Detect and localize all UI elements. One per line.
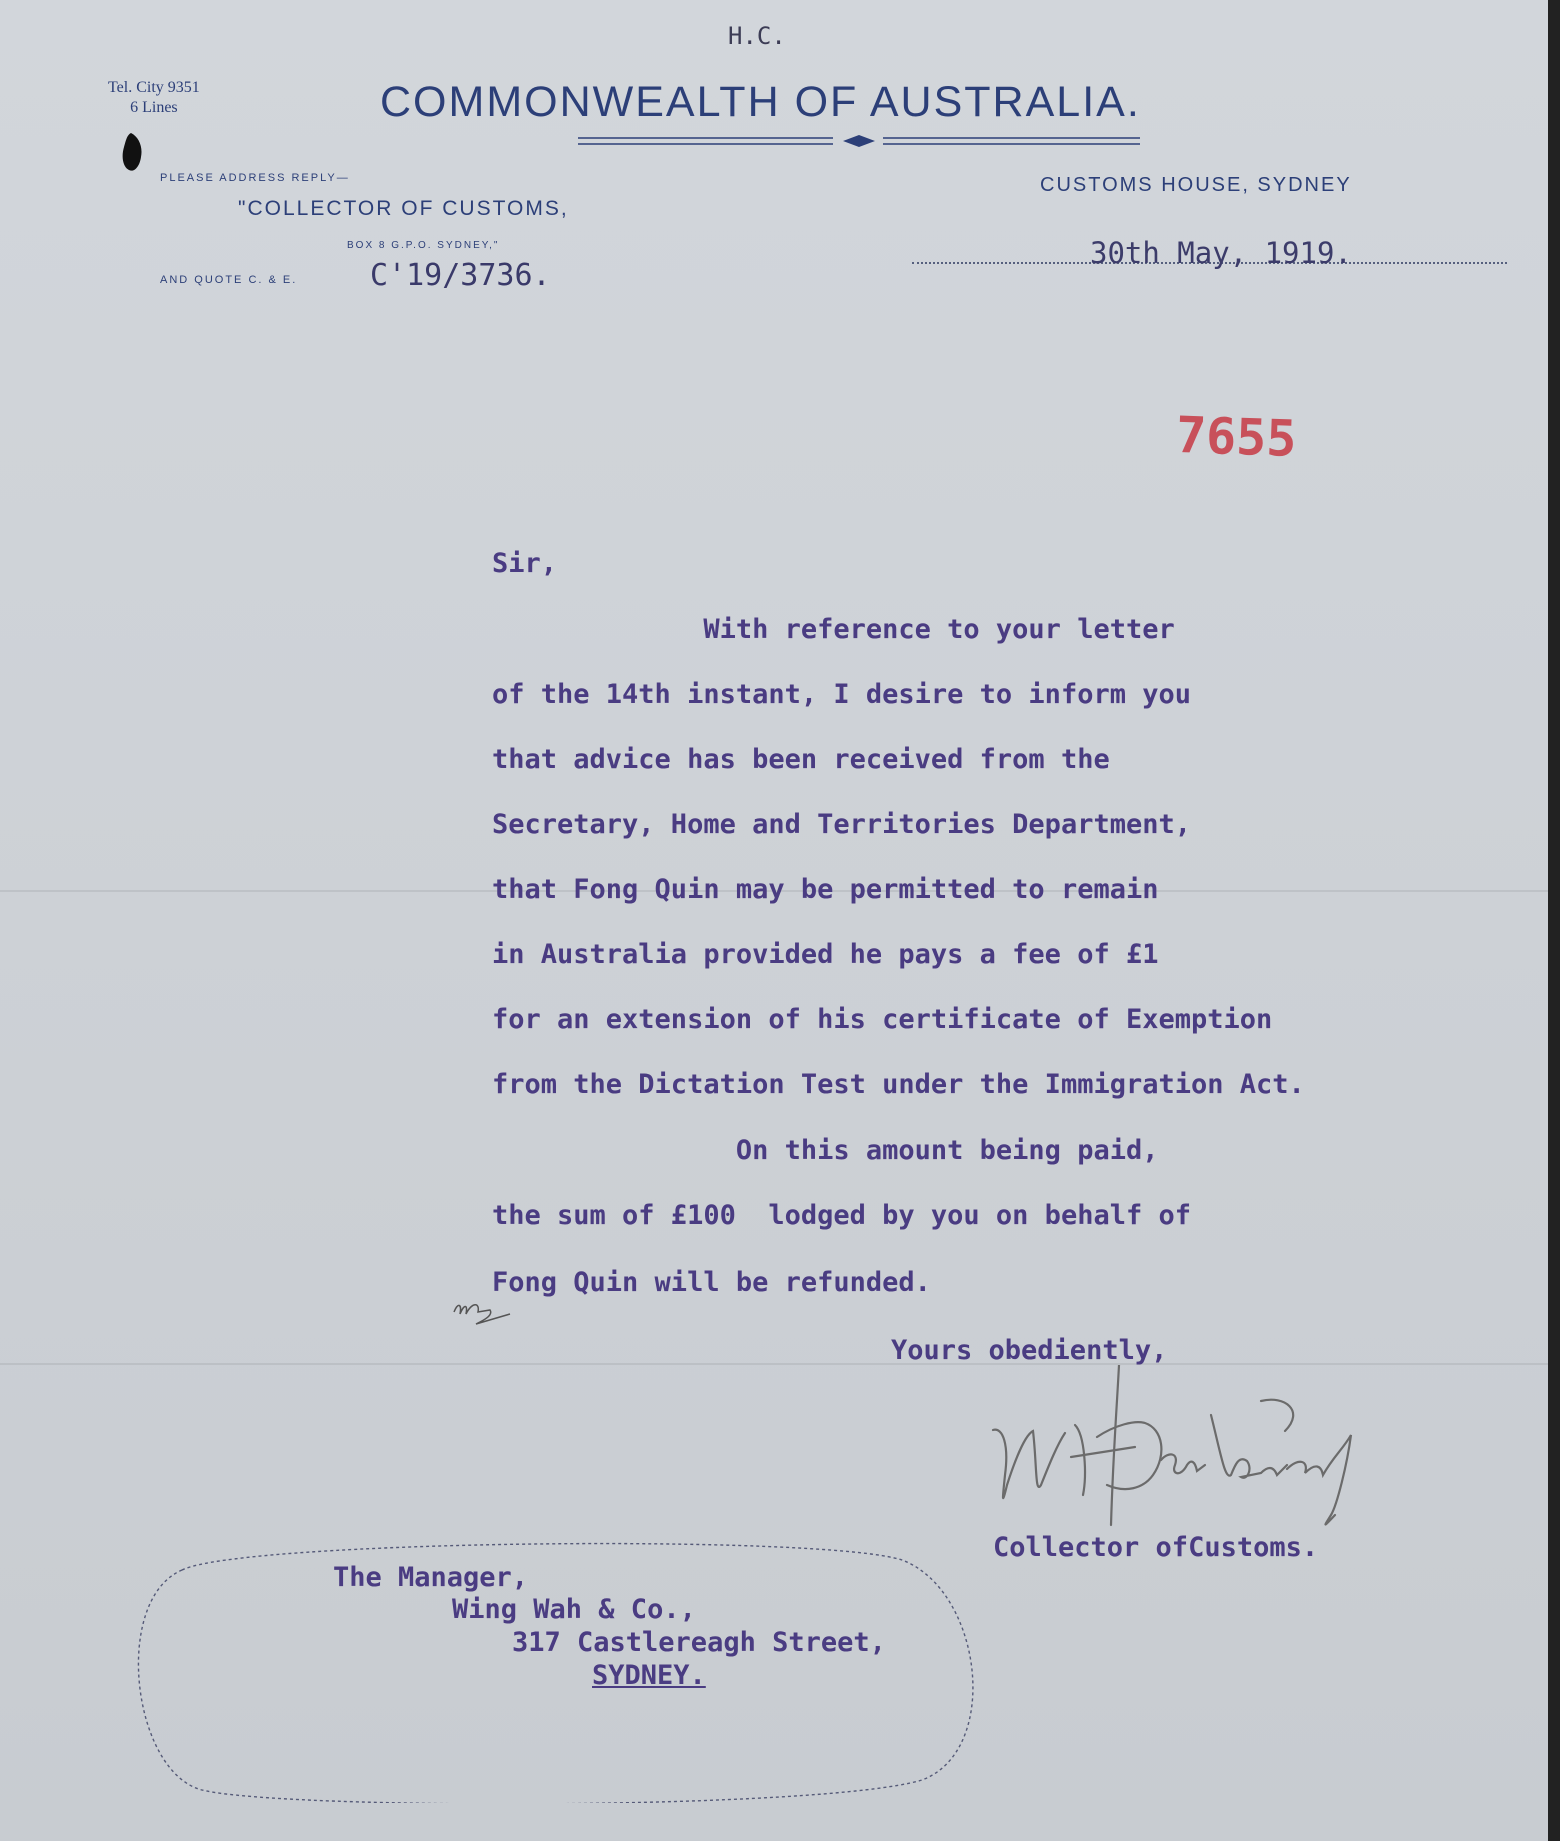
registry-stamp-number: 7655 — [1175, 405, 1298, 469]
body-line: that advice has been received from the — [492, 744, 1110, 775]
body-line: from the Dictation Test under the Immigration Act. — [492, 1069, 1305, 1100]
reference-number: C'19/3736. — [370, 258, 551, 293]
body-line: Fong Quin will be refunded. — [492, 1267, 931, 1298]
reply-address: "COLLECTOR OF CUSTOMS, — [238, 197, 569, 220]
body-line: of the 14th instant, I desire to inform you — [492, 679, 1191, 710]
sender-address: CUSTOMS HOUSE, SYDNEY — [1040, 174, 1352, 196]
body-line: the sum of £100 lodged by you on behalf of — [492, 1200, 1191, 1231]
file-mark: H.C. — [728, 22, 786, 50]
please-address-reply: PLEASE ADDRESS REPLY— — [160, 172, 350, 184]
closing: Yours obediently, — [891, 1335, 1168, 1366]
page-edge-shadow — [1548, 0, 1560, 1841]
handwritten-initials — [450, 1290, 520, 1330]
letterhead-ornament-rule — [578, 134, 1140, 148]
body-line: With reference to your letter — [492, 614, 1175, 645]
telephone-info — [108, 78, 200, 118]
handwritten-signature — [985, 1365, 1405, 1540]
body-line: that Fong Quin may be permitted to remain — [492, 874, 1159, 905]
salutation: Sir, — [492, 548, 558, 579]
quote-label: AND QUOTE C. & E. — [160, 274, 298, 286]
recipient-city: SYDNEY. — [592, 1660, 706, 1691]
recipient-street: 317 Castlereagh Street, — [512, 1627, 886, 1658]
telephone-number: Tel. City 9351 — [108, 79, 200, 96]
envelope-window-outline — [122, 1540, 994, 1803]
body-line: On this amount being paid, — [492, 1135, 1159, 1166]
recipient-title: The Manager, — [333, 1562, 529, 1593]
telephone-lines: 6 Lines — [130, 99, 178, 116]
postal-box: BOX 8 G.P.O. SYDNEY," — [347, 240, 500, 251]
letterhead-title: COMMONWEALTH OF AUSTRALIA. — [380, 78, 1141, 126]
body-line: in Australia provided he pays a fee of £1 — [492, 939, 1159, 970]
recipient-company: Wing Wah & Co., — [452, 1594, 696, 1625]
body-line: for an extension of his certificate of Exemption — [492, 1004, 1273, 1035]
letter-date: 30th May, 1919. — [1090, 236, 1352, 270]
ink-blot — [121, 133, 143, 173]
body-line: Secretary, Home and Territories Department, — [492, 809, 1191, 840]
signatory-title: Collector ofCustoms. — [993, 1532, 1319, 1563]
